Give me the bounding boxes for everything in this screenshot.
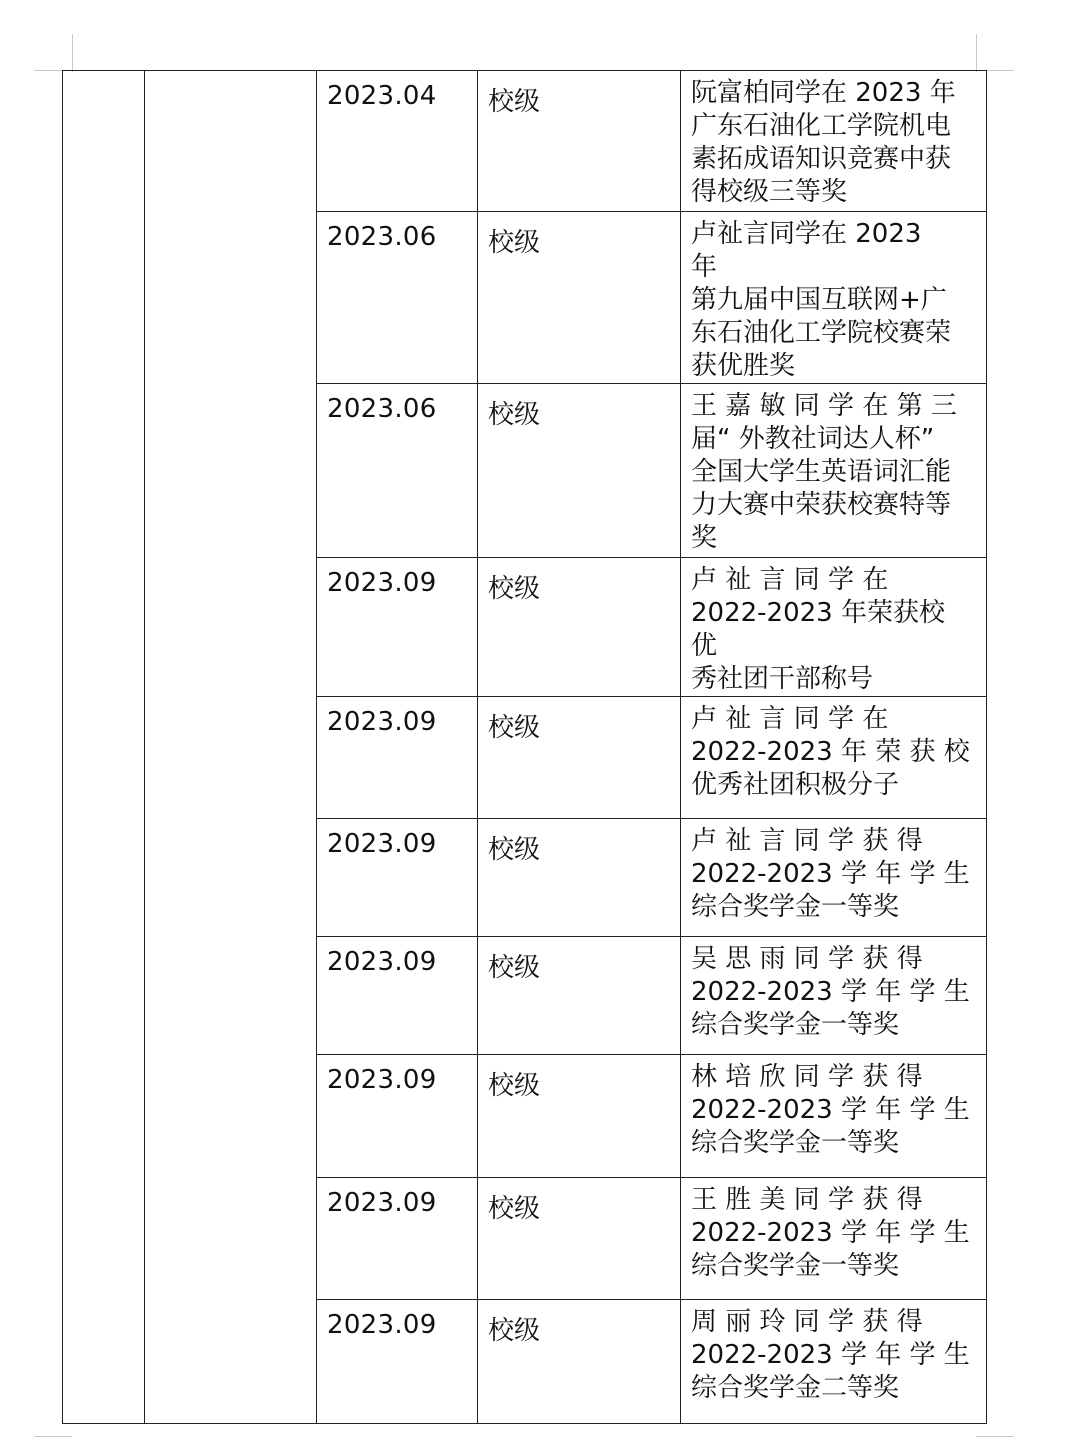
description-text: 吴 思 雨 同 学 获 得 2022-2023 学 年 学 生 综合奖学金一等奖 xyxy=(691,944,970,1040)
description-cell xyxy=(681,1178,987,1300)
crop-mark-bottom-right-horizontal xyxy=(976,1436,1014,1437)
level-cell: 校级 xyxy=(478,558,681,697)
date-cell: 2023.04 xyxy=(317,71,478,212)
description-cell xyxy=(681,1300,987,1424)
empty-category-column xyxy=(145,71,317,1424)
level-cell: 校级 xyxy=(478,1178,681,1300)
description-cell xyxy=(681,819,987,937)
description-cell xyxy=(681,937,987,1055)
crop-mark-top-left-vertical xyxy=(72,34,73,72)
date-cell: 2023.09 xyxy=(317,1300,478,1424)
date-cell: 2023.09 xyxy=(317,937,478,1055)
description-text: 周 丽 玲 同 学 获 得 2022-2023 学 年 学 生 综合奖学金二等奖 xyxy=(691,1307,970,1403)
description-text: 卢祉言同学在 2023 年 第九届中国互联网+广 东石油化工学院校赛荣 获优胜奖 xyxy=(691,219,952,381)
description-text: 卢 祉 言 同 学 在 2022-2023 年荣获校 优 秀社团干部称号 xyxy=(691,565,945,694)
date-cell: 2023.09 xyxy=(317,1055,478,1178)
date-cell: 2023.06 xyxy=(317,384,478,558)
awards-table xyxy=(62,70,987,1424)
date-cell: 2023.09 xyxy=(317,558,478,697)
description-text: 卢 祉 言 同 学 在 2022-2023 年 荣 获 校 优秀社团积极分子 xyxy=(691,704,970,800)
empty-index-column xyxy=(63,71,145,1424)
level-cell: 校级 xyxy=(478,937,681,1055)
description-cell xyxy=(681,384,987,558)
crop-mark-top-right-vertical xyxy=(976,34,977,72)
level-cell: 校级 xyxy=(478,71,681,212)
description-cell xyxy=(681,212,987,384)
description-text: 阮富柏同学在 2023 年 广东石油化工学院机电 素拓成语知识竞赛中获 得校级三等奖 xyxy=(691,78,956,207)
level-cell: 校级 xyxy=(478,212,681,384)
level-cell: 校级 xyxy=(478,384,681,558)
table-row xyxy=(63,71,987,212)
level-cell: 校级 xyxy=(478,697,681,819)
description-cell xyxy=(681,1055,987,1178)
level-cell: 校级 xyxy=(478,1055,681,1178)
description-text: 王 胜 美 同 学 获 得 2022-2023 学 年 学 生 综合奖学金一等奖 xyxy=(691,1185,970,1281)
description-text: 王 嘉 敏 同 学 在 第 三 届“ 外教社词达人杯” 全国大学生英语词汇能 力大赛中荣获校赛特等 奖 xyxy=(691,391,957,553)
date-cell: 2023.09 xyxy=(317,819,478,937)
date-cell: 2023.09 xyxy=(317,1178,478,1300)
description-text: 卢 祉 言 同 学 获 得 2022-2023 学 年 学 生 综合奖学金一等奖 xyxy=(691,826,970,922)
level-cell: 校级 xyxy=(478,819,681,937)
description-cell xyxy=(681,558,987,697)
level-cell: 校级 xyxy=(478,1300,681,1424)
description-text: 林 培 欣 同 学 获 得 2022-2023 学 年 学 生 综合奖学金一等奖 xyxy=(691,1062,970,1158)
description-cell xyxy=(681,71,987,212)
date-cell: 2023.09 xyxy=(317,697,478,819)
description-cell xyxy=(681,697,987,819)
crop-mark-bottom-left-horizontal xyxy=(34,1436,72,1437)
date-cell: 2023.06 xyxy=(317,212,478,384)
